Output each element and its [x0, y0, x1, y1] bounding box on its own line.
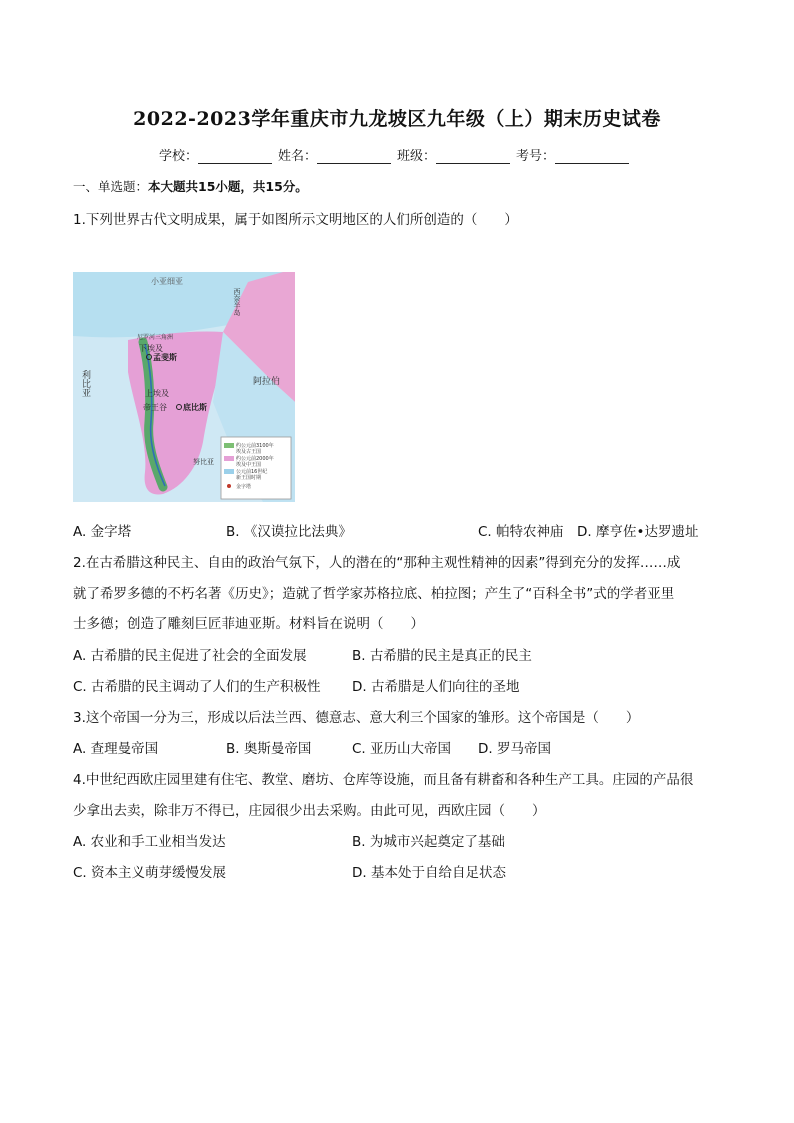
question-2-stem-line-2: 就了希罗多德的不朽名著《历史》；造就了哲学家苏格拉底、柏拉图；产生了“百科全书”式的学者亚里 — [73, 586, 675, 602]
exam-no-label: 考号： — [516, 149, 556, 164]
section-label: 一、单选题： — [73, 179, 149, 194]
q2-option-a[interactable]: A. 古希腊的民主促进了社会的全面发展 — [73, 648, 307, 664]
egypt-map — [73, 272, 295, 502]
legend-entry-3: 约公元前2000年 — [236, 456, 274, 462]
label-sea: 小亚细亚 — [151, 277, 183, 286]
question-4-stem-line-2: 少拿出去卖，除非万不得已，庄园很少出去采购。由此可见，西欧庄园（ ） — [73, 803, 546, 819]
legend-entry-1: 约公元前3100年 — [236, 443, 274, 449]
school-label: 学校： — [158, 149, 198, 164]
q3-option-d[interactable]: D. 罗马帝国 — [478, 741, 551, 757]
legend-pyramid-dot — [227, 484, 231, 488]
exam-no-blank[interactable] — [555, 149, 629, 164]
label-delta: 尼罗河三角洲 — [137, 334, 174, 341]
q1-option-b[interactable]: B. 《汉谟拉比法典》 — [226, 524, 352, 540]
legend-entry-2: 埃及古王国 — [236, 449, 262, 455]
legend-entry-7: 金字塔 — [236, 484, 252, 490]
legend-entry-4: 埃及中王国 — [236, 462, 262, 468]
question-3-stem: 3.这个帝国一分为三，形成以后法兰西、德意志、意大利三个国家的雏形。这个帝国是（ ） — [73, 710, 640, 726]
label-sinai: 西奈半岛 — [233, 288, 241, 316]
label-valley: 帝王谷 — [143, 403, 167, 412]
question-4-stem-line-1: 4.中世纪西欧庄园里建有住宅、教堂、磨坊、仓库等设施，而且备有耕畜和各种生产工具。庄园的产品很 — [73, 772, 694, 788]
legend-swatch-pink — [224, 456, 234, 461]
q3-option-c[interactable]: C. 亚历山大帝国 — [352, 741, 452, 757]
label-thebes: 底比斯 — [183, 403, 207, 412]
label-libya: 利比亚 — [80, 370, 90, 397]
q4-option-c[interactable]: C. 资本主义萌芽缓慢发展 — [73, 865, 227, 881]
question-1-stem: 1.下列世界古代文明成果，属于如图所示文明地区的人们所创造的（ ） — [73, 212, 518, 228]
question-2-stem-line-1: 2.在古希腊这种民主、自由的政治气氛下，人的潜在的“那种主观性精神的因素”得到充分的发挥……成 — [73, 555, 681, 571]
q2-option-b[interactable]: B. 古希腊的民主是真正的民主 — [352, 648, 532, 664]
class-label: 班级： — [397, 149, 437, 164]
q3-option-a[interactable]: A. 查理曼帝国 — [73, 741, 159, 757]
q3-option-b[interactable]: B. 奥斯曼帝国 — [226, 741, 312, 757]
label-lower-egypt: 下埃及 — [139, 344, 163, 353]
q2-option-c[interactable]: C. 古希腊的民主调动了人们的生产积极性 — [73, 679, 321, 695]
legend-entry-5: 公元前16世纪 — [236, 469, 268, 475]
label-memphis: 孟斐斯 — [153, 353, 177, 362]
school-blank[interactable] — [198, 149, 272, 164]
student-info — [0, 145, 794, 164]
q1-option-c[interactable]: C. 帕特农神庙 — [478, 524, 564, 540]
section-desc: 本大题共15小题，共15分。 — [148, 179, 308, 194]
name-blank[interactable] — [317, 149, 391, 164]
q4-option-b[interactable]: B. 为城市兴起奠定了基础 — [352, 834, 505, 850]
q2-option-d[interactable]: D. 古希腊是人们向往的圣地 — [352, 679, 520, 695]
legend-swatch-blue — [224, 469, 234, 474]
section-heading — [73, 177, 308, 195]
page-title: 2022-2023学年重庆市九龙坡区九年级（上）期末历史试卷 — [133, 108, 661, 130]
class-blank[interactable] — [436, 149, 510, 164]
q1-option-a[interactable]: A. 金字塔 — [73, 524, 132, 540]
q4-option-a[interactable]: A. 农业和手工业相当发达 — [73, 834, 226, 850]
question-2-stem-line-3: 士多德；创造了雕刻巨匠菲迪亚斯。材料旨在说明（ ） — [73, 616, 424, 632]
q1-option-d[interactable]: D. 摩亨佐•达罗遗址 — [577, 524, 699, 540]
name-label: 姓名： — [277, 149, 317, 164]
label-arabia: 阿拉伯 — [253, 377, 281, 387]
q4-option-d[interactable]: D. 基本处于自给自足状态 — [352, 865, 506, 881]
legend-entry-6: 新王国时期 — [236, 475, 262, 481]
label-upper-egypt: 上埃及 — [145, 389, 169, 398]
legend-swatch-green — [224, 443, 234, 448]
label-nubia: 努比亚 — [193, 458, 214, 466]
